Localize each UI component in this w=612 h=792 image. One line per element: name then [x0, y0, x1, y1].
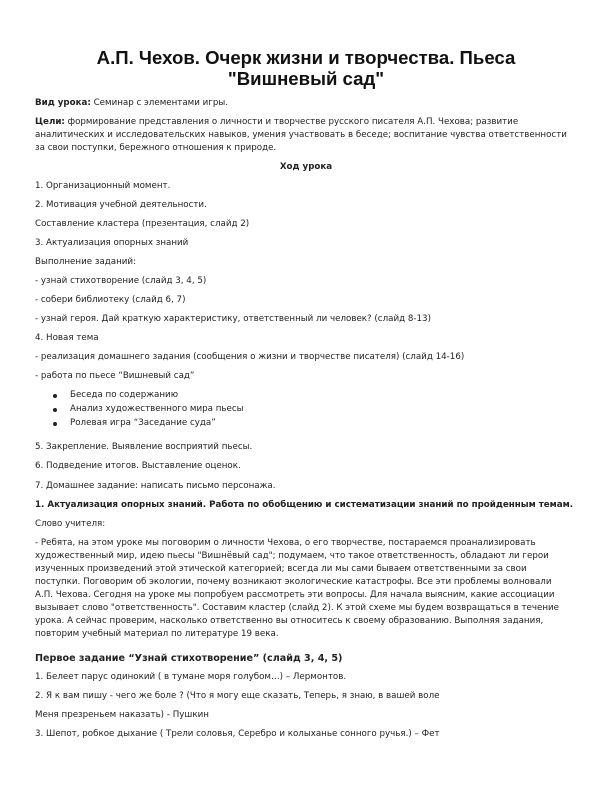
task-item-1: - узнай стихотворение (слайд 3, 4, 5) — [35, 276, 207, 286]
goals-label: Цели: — [35, 117, 65, 127]
lesson-type-label: Вид урока: — [35, 98, 91, 108]
teacher-text-line: художественный мир, идею пьесы "Вишнёвый сад"; подумаем, что такое ответственность, обладают ли герои — [35, 551, 549, 561]
bullet-text: Ролевая игра “Заседание суда” — [70, 418, 216, 428]
teacher-text-line: - Ребята, на этом уроке мы поговорим о личности Чехова, о его творчестве, постараемся проанализировать — [35, 538, 536, 548]
homework-note: - реализация домашнего задания (сообщения о жизни и творчестве писателя) (слайд 14-16) — [35, 352, 465, 362]
goals-line-1 — [35, 117, 518, 128]
bullet-text: Анализ художественного мира пьесы — [70, 404, 244, 414]
play-work-note: - работа по пьесе “Вишневый сад” — [35, 371, 195, 381]
teacher-text-line: изученных произведений этой этической категорией; всегда ли мы сами бываем ответственными за свои — [35, 564, 527, 574]
title-line-1: А.П. Чехов. Очерк жизни и творчества. Пьеса — [96, 47, 516, 68]
course-heading: Ход урока — [279, 162, 333, 172]
poem-item-2-cont: Меня презреньем наказать) - Пушкин — [35, 710, 209, 720]
teacher-text-line: урока. А сейчас проверим, насколько ответственно вы относитесь к своему образованию. Выполняя задания, — [35, 616, 544, 626]
teacher-text-line: поступки. Поговорим об экологии, почему возникают экологические катастрофы. Все эти проблемы волновали — [35, 577, 552, 587]
step-3: 3. Актуализация опорных знаний — [35, 238, 189, 248]
cluster-note: Составление кластера (презентация, слайд 2) — [35, 219, 250, 229]
task-item-3: - узнай героя. Дай краткую характеристику, ответственный ли человек? (слайд 8-13) — [35, 314, 431, 324]
bullet-icon — [53, 408, 57, 412]
bullet-item — [70, 404, 244, 415]
goals-text-1: формирование представления о личности и творчестве русского писателя А.П. Чехова; развитие — [64, 117, 519, 127]
teacher-text-line: А.П. Чехова. Сегодня на уроке мы попробуем рассмотреть эти вопросы. Для начала выясним, какие ассоциации — [35, 590, 555, 600]
lesson-type-value: Семинар с элементами игры. — [90, 98, 228, 108]
teacher-label: Слово учителя: — [35, 519, 106, 529]
goals-line-3: за свои поступки, бережного отношения к природе. — [35, 143, 277, 153]
lesson-type — [35, 98, 228, 109]
title-line-2: "Вишневый сад" — [227, 68, 385, 89]
tasks-label: Выполнение заданий: — [35, 257, 136, 267]
poem-item-3: 3. Шепот, робкое дыхание ( Трели соловья, Серебро и колыханье сонного ручья.) – Фет — [35, 729, 440, 739]
bullet-item — [70, 390, 178, 401]
step-4: 4. Новая тема — [35, 333, 99, 343]
step-2: 2. Мотивация учебной деятельности. — [35, 200, 207, 210]
poem-item-1: 1. Белеет парус одинокий ( в тумане моря голубом…) – Лермонтов. — [35, 672, 347, 682]
teacher-text-line: повторим учебный материал по литературе 19 века. — [35, 629, 279, 639]
bullet-icon — [53, 422, 57, 426]
bullet-item — [70, 418, 216, 429]
step-6: 6. Подведение итогов. Выставление оценок. — [35, 461, 241, 471]
bullet-text: Беседа по содержанию — [70, 390, 179, 400]
task-1-heading: Первое задание “Узнай стихотворение” (слайд 3, 4, 5) — [35, 653, 343, 664]
step-7: 7. Домашнее задание: написать письмо персонажа. — [35, 481, 276, 491]
section-1-heading: 1. Актуализация опорных знаний. Работа по обобщению и систематизации знаний по пройденным темам. — [35, 500, 574, 510]
step-1: 1. Организационный момент. — [35, 181, 171, 191]
teacher-text-line: вызывает слово "ответственность". Составим кластер (слайд 2). К этой схеме мы будем возвращаться в течение — [35, 603, 560, 613]
bullet-icon — [53, 394, 57, 398]
task-item-2: - собери библиотеку (слайд 6, 7) — [35, 295, 186, 305]
step-5: 5. Закрепление. Выявление восприятий пьесы. — [35, 442, 253, 452]
goals-line-2: аналитических и исследовательских навыков, умения участвовать в беседе; воспитание чувства ответственности — [35, 130, 567, 140]
page-title — [40, 47, 572, 89]
poem-item-2: 2. Я к вам пишу - чего же боле ? (Что я могу еще сказать, Теперь, я знаю, в вашей воле — [35, 691, 440, 701]
